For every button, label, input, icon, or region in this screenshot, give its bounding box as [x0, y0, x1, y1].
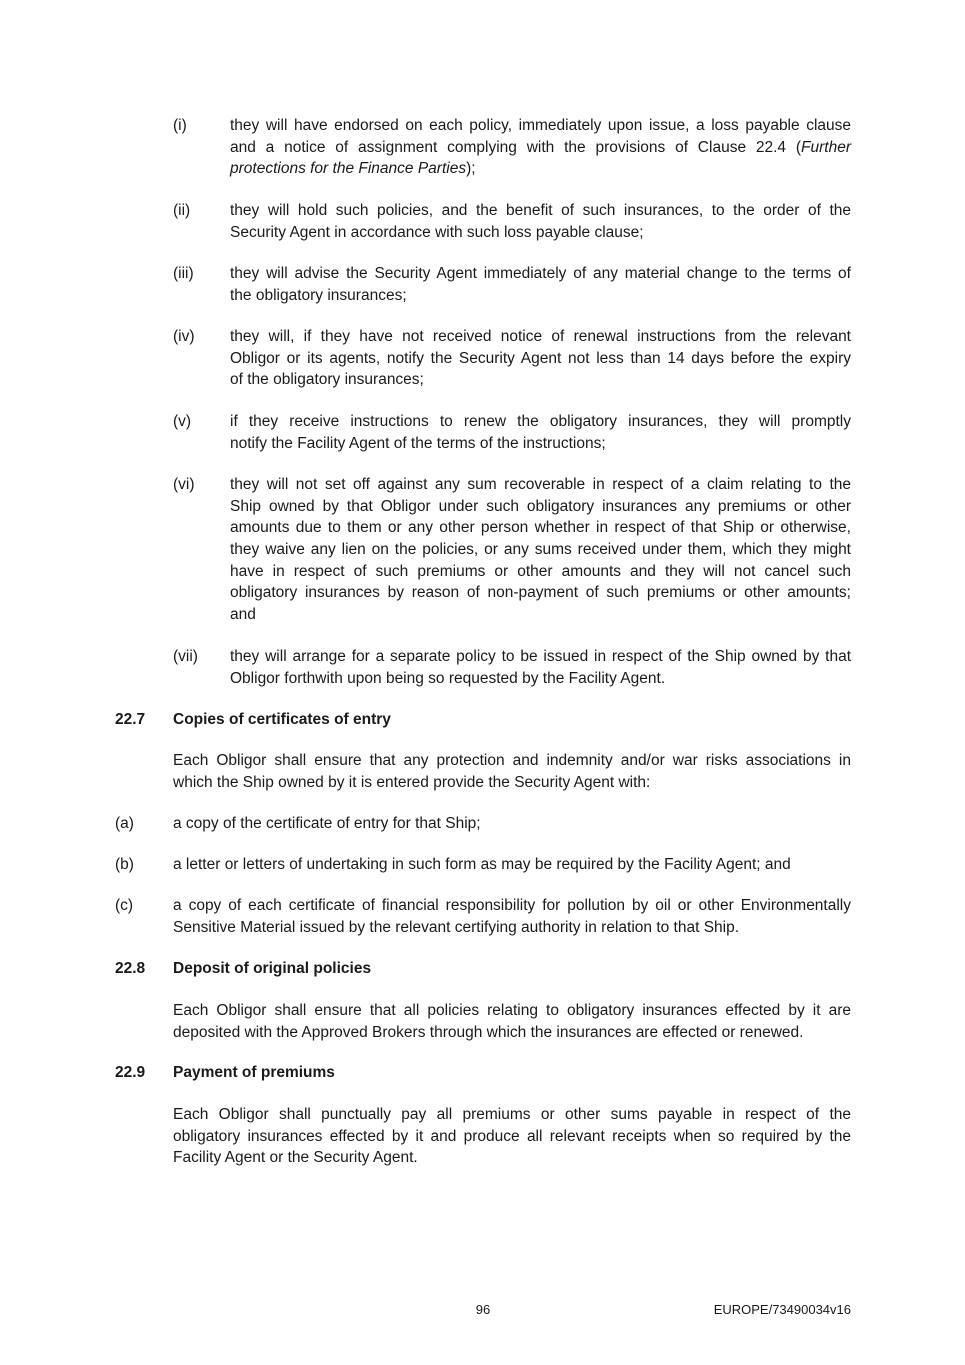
- text-line: notify the Facility Agent of the terms of the instructions;: [230, 434, 606, 452]
- section-number: 22.8: [115, 960, 146, 977]
- text-line: they waive any lien on the policies, or any sums received under them, which they might: [230, 541, 851, 559]
- list-item-label: (v): [173, 413, 192, 430]
- italic-text-run: protections for the Finance Parties: [230, 160, 467, 178]
- list-item-label: (vi): [173, 476, 195, 493]
- italic-text-run: Further: [801, 138, 851, 156]
- section-paragraph: [173, 1000, 851, 1043]
- list-item-label: (vii): [173, 648, 198, 665]
- text-line: [230, 158, 851, 180]
- text-line: of the obligatory insurances;: [230, 371, 424, 389]
- page-number: 96: [475, 1302, 491, 1317]
- section-number: 22.9: [115, 1064, 146, 1081]
- list-item-label: (i): [173, 117, 187, 134]
- text-line: they will hold such policies, and the benefit of such insurances, to the order of the: [230, 202, 851, 219]
- list-item-label: (iv): [173, 328, 195, 345]
- text-line: and: [230, 606, 256, 624]
- text-line: a letter or letters of undertaking in such form as may be required by the Facility Agent; and: [173, 856, 791, 873]
- text-run: and a notice of assignment complying with the provisions of Clause 22.4 (: [230, 138, 802, 156]
- section-title-wrap: [173, 958, 851, 980]
- text-line: Ship owned by that Obligor under such obligatory insurances any premiums or other: [230, 497, 851, 515]
- text-line: [230, 137, 851, 159]
- list-item-text: [230, 326, 851, 391]
- text-line: Obligor forthwith upon being so requested by the Facility Agent.: [230, 669, 666, 687]
- text-line: they will not set off against any sum recoverable in respect of a claim relating to the: [230, 476, 851, 493]
- sub-item-label: (b): [115, 856, 134, 873]
- text-line: Security Agent in accordance with such loss payable clause;: [230, 223, 644, 241]
- section-title: Payment of premiums: [173, 1064, 335, 1081]
- text-line: the obligatory insurances;: [230, 286, 407, 304]
- sub-item-label: (a): [115, 815, 134, 832]
- text-line: amounts due to them or any other person whether in respect of that Ship or otherwise,: [230, 519, 851, 537]
- text-line: they will arrange for a separate policy to be issued in respect of the Ship owned by that: [230, 648, 851, 665]
- section-title-wrap: [173, 1062, 851, 1084]
- text-line: a copy of each certificate of financial responsibility for pollution by oil or other Environmentally: [173, 897, 851, 914]
- text-line: which the Ship owned by it is entered provide the Security Agent with:: [173, 773, 651, 791]
- section-paragraph: [173, 750, 851, 793]
- document-reference: EUROPE/73490034v16: [713, 1302, 851, 1317]
- text-line: have in respect of such premiums or other amounts and they will not cancel such: [230, 562, 851, 580]
- text-line: Each Obligor shall ensure that all policies relating to obligatory insurances effected by it are: [173, 1002, 851, 1019]
- text-line: Each Obligor shall ensure that any protection and indemnity and/or war risks associations in: [173, 752, 851, 769]
- text-line: obligatory insurances effected by it and produce all relevant receipts when so required by the: [173, 1127, 851, 1145]
- text-line: they will, if they have not received notice of renewal instructions from the relevant: [230, 328, 851, 345]
- list-item-label: (iii): [173, 265, 194, 282]
- list-item-label: (ii): [173, 202, 191, 219]
- text-line: they will advise the Security Agent immediately of any material change to the terms of: [230, 265, 851, 282]
- list-item-text: [230, 646, 851, 689]
- sub-item-text: [173, 895, 851, 938]
- text-line: if they receive instructions to renew the obligatory insurances, they will promptly: [230, 413, 851, 430]
- sub-item-text: [173, 813, 851, 835]
- list-item-text: [230, 411, 851, 454]
- text-line: Sensitive Material issued by the relevant certifying authority in relation to that Ship.: [173, 918, 740, 936]
- text-line: Facility Agent or the Security Agent.: [173, 1149, 418, 1167]
- section-title: Deposit of original policies: [173, 960, 372, 977]
- text-line: Obligor or its agents, notify the Security Agent not less than 14 days before the expiry: [230, 349, 851, 367]
- sub-item-text: [173, 854, 851, 876]
- section-title: Copies of certificates of entry: [173, 711, 391, 728]
- text-run: );: [466, 160, 476, 178]
- section-title-wrap: [173, 709, 851, 731]
- list-item-text: [230, 474, 851, 626]
- text-line: a copy of the certificate of entry for that Ship;: [173, 815, 481, 832]
- text-line: obligatory insurances by reason of non-payment of such premiums or other amounts;: [230, 584, 851, 602]
- list-item-text: [230, 200, 851, 243]
- text-line: they will have endorsed on each policy, immediately upon issue, a loss payable clause: [230, 117, 851, 134]
- text-line: deposited with the Approved Brokers through which the insurances are effected or renewed.: [173, 1023, 804, 1041]
- list-item-text: [230, 263, 851, 306]
- section-number: 22.7: [115, 711, 146, 728]
- list-item-text: [230, 115, 851, 180]
- text-line: Each Obligor shall punctually pay all premiums or other sums payable in respect of the: [173, 1106, 851, 1123]
- section-paragraph: [173, 1104, 851, 1169]
- sub-item-label: (c): [115, 897, 134, 914]
- page-footer: [0, 1301, 965, 1319]
